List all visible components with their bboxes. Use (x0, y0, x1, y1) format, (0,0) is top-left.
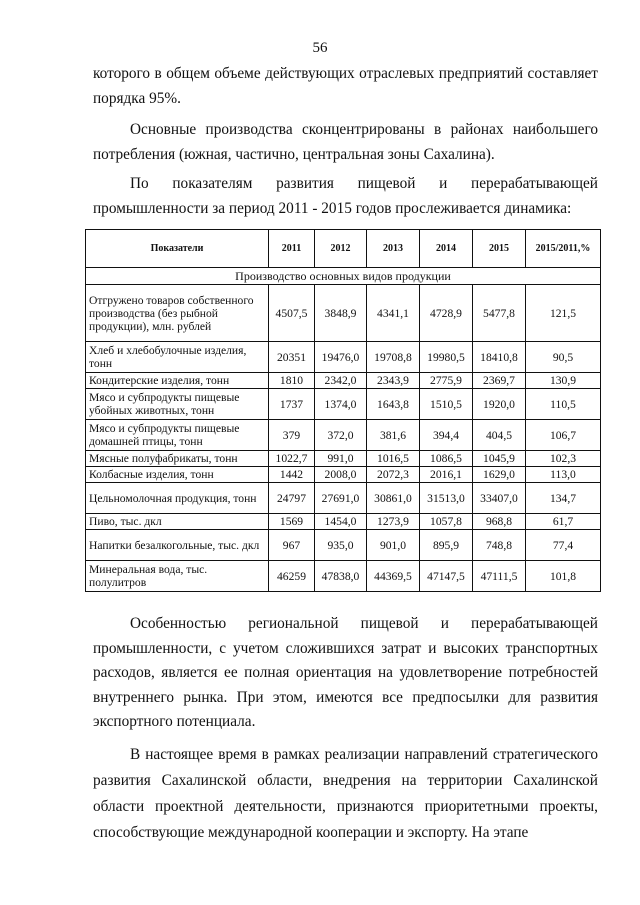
row-value: 2008,0 (315, 467, 367, 483)
row-value: 24797 (269, 483, 315, 514)
row-value: 4507,5 (269, 285, 315, 342)
paragraph-intro: которого в общем объеме действующих отраслевых предприятий составляет порядка 95%. (93, 65, 598, 107)
header-indicator: Показатели (86, 230, 269, 268)
row-value: 1442 (269, 467, 315, 483)
row-value: 44369,5 (367, 561, 420, 592)
section-title: Производство основных видов продукции (86, 268, 601, 285)
row-value: 1086,5 (420, 451, 473, 467)
row-value: 1737 (269, 389, 315, 420)
row-value: 1810 (269, 373, 315, 389)
row-value: 110,5 (526, 389, 601, 420)
row-value: 90,5 (526, 342, 601, 373)
row-value: 113,0 (526, 467, 601, 483)
table-row (86, 389, 601, 420)
row-value: 372,0 (315, 420, 367, 451)
row-indicator: Мясо и субпродукты пищевые домашней птицы, тонн (86, 420, 269, 451)
table-row (86, 420, 601, 451)
row-value: 2342,0 (315, 373, 367, 389)
row-value: 2369,7 (473, 373, 526, 389)
row-indicator: Колбасные изделия, тонн (86, 467, 269, 483)
row-value: 2775,9 (420, 373, 473, 389)
row-value: 1920,0 (473, 389, 526, 420)
header-2013: 2013 (367, 230, 420, 268)
table-row (86, 530, 601, 561)
row-value: 47838,0 (315, 561, 367, 592)
row-value: 404,5 (473, 420, 526, 451)
section-row (86, 268, 601, 285)
row-value: 4341,1 (367, 285, 420, 342)
row-value: 19708,8 (367, 342, 420, 373)
row-value: 1643,8 (367, 389, 420, 420)
row-value: 748,8 (473, 530, 526, 561)
row-value: 2016,1 (420, 467, 473, 483)
row-value: 379 (269, 420, 315, 451)
row-value: 106,7 (526, 420, 601, 451)
row-value: 130,9 (526, 373, 601, 389)
table-row (86, 561, 601, 592)
row-value: 46259 (269, 561, 315, 592)
row-value: 901,0 (367, 530, 420, 561)
row-value: 1569 (269, 514, 315, 530)
row-value: 101,8 (526, 561, 601, 592)
header-2015: 2015 (473, 230, 526, 268)
header-ratio: 2015/2011,% (526, 230, 601, 268)
row-value: 102,3 (526, 451, 601, 467)
paragraph-production: Основные производства сконцентрированы в районах наибольшего потребления (южная, частично, центральная зоны Сахалина). (93, 121, 598, 163)
row-indicator: Цельномолочная продукция, тонн (86, 483, 269, 514)
row-value: 2343,9 (367, 373, 420, 389)
row-value: 1629,0 (473, 467, 526, 483)
row-indicator: Минеральная вода, тыс. полулитров (86, 561, 269, 592)
table-row (86, 514, 601, 530)
table-row (86, 483, 601, 514)
row-value: 30861,0 (367, 483, 420, 514)
table-row (86, 451, 601, 467)
header-2014: 2014 (420, 230, 473, 268)
row-indicator: Мясные полуфабрикаты, тонн (86, 451, 269, 467)
row-value: 967 (269, 530, 315, 561)
row-value: 1022,7 (269, 451, 315, 467)
production-table (85, 229, 601, 592)
row-indicator: Пиво, тыс. дкл (86, 514, 269, 530)
row-value: 4728,9 (420, 285, 473, 342)
row-value: 1273,9 (367, 514, 420, 530)
table-header-row (86, 230, 601, 268)
row-value: 1374,0 (315, 389, 367, 420)
header-2011: 2011 (269, 230, 315, 268)
page-number: 56 (312, 40, 328, 56)
row-value: 20351 (269, 342, 315, 373)
row-value: 1454,0 (315, 514, 367, 530)
row-value: 3848,9 (315, 285, 367, 342)
row-value: 61,7 (526, 514, 601, 530)
table-row (86, 342, 601, 373)
paragraph-dynamics: По показателям развития пищевой и перерабатывающей промышленности за период 2011 - 2015 годов прослеживается динамика: (93, 175, 598, 217)
row-value: 47111,5 (473, 561, 526, 592)
table-row (86, 467, 601, 483)
row-indicator: Хлеб и хлебобулочные изделия, тонн (86, 342, 269, 373)
row-indicator: Напитки безалкогольные, тыс. дкл (86, 530, 269, 561)
row-value: 1016,5 (367, 451, 420, 467)
row-value: 134,7 (526, 483, 601, 514)
row-value: 121,5 (526, 285, 601, 342)
header-2012: 2012 (315, 230, 367, 268)
row-indicator: Отгружено товаров собственного производства (без рыбной продукции), млн. рублей (86, 285, 269, 342)
row-value: 1045,9 (473, 451, 526, 467)
row-indicator: Кондитерские изделия, тонн (86, 373, 269, 389)
row-value: 935,0 (315, 530, 367, 561)
row-value: 27691,0 (315, 483, 367, 514)
row-value: 968,8 (473, 514, 526, 530)
table-row (86, 285, 601, 342)
row-value: 31513,0 (420, 483, 473, 514)
row-value: 991,0 (315, 451, 367, 467)
paragraph-features: Особенностью региональной пищевой и перерабатывающей промышленности, с учетом сложившихся затрат и высоких транспортных расходов, является ее полная ориентация на удовлетворение потребностей внутреннего рынка. При этом, имеются все предпосылки для развития экспортного потенциала. (93, 615, 598, 730)
paragraph-strategy: В настоящее время в рамках реализации направлений стратегического развития Сахалинской области, внедрения на территории Сахалинской области проектной деятельности, признаются приоритетными проекты, способствующие международной кооперации и экспорту. На этапе (93, 746, 598, 841)
row-value: 5477,8 (473, 285, 526, 342)
row-value: 381,6 (367, 420, 420, 451)
table-row (86, 373, 601, 389)
row-value: 18410,8 (473, 342, 526, 373)
row-indicator: Мясо и субпродукты пищевые убойных животных, тонн (86, 389, 269, 420)
row-value: 895,9 (420, 530, 473, 561)
row-value: 1510,5 (420, 389, 473, 420)
row-value: 19476,0 (315, 342, 367, 373)
row-value: 19980,5 (420, 342, 473, 373)
row-value: 2072,3 (367, 467, 420, 483)
row-value: 77,4 (526, 530, 601, 561)
row-value: 33407,0 (473, 483, 526, 514)
row-value: 394,4 (420, 420, 473, 451)
row-value: 47147,5 (420, 561, 473, 592)
row-value: 1057,8 (420, 514, 473, 530)
